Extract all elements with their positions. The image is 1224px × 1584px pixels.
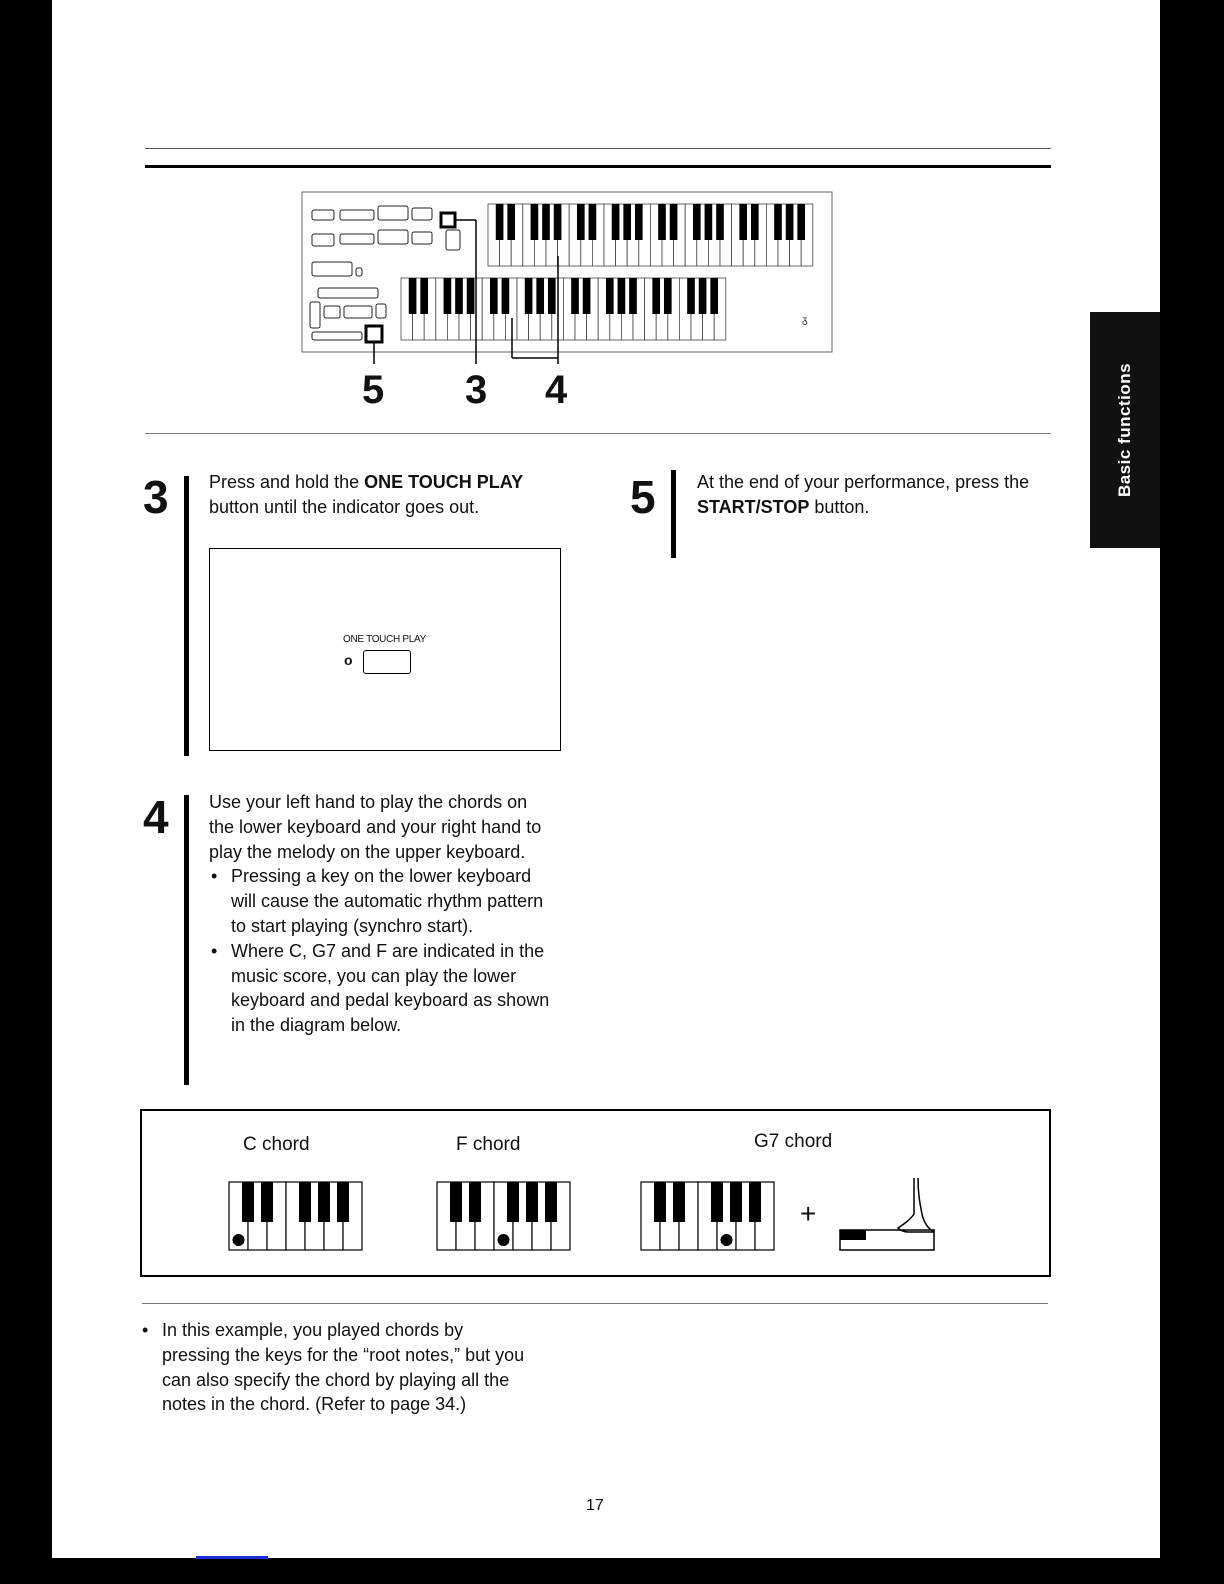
one-touch-play-panel	[209, 548, 561, 751]
organ-black-key	[699, 278, 707, 314]
callout-label-3: 3	[465, 368, 488, 412]
organ-black-key	[664, 278, 672, 314]
black-key	[730, 1182, 742, 1222]
panel-control	[378, 230, 408, 244]
c-chord-keys	[228, 1180, 368, 1252]
black-key	[261, 1182, 273, 1222]
step-number-4: 4	[143, 791, 169, 843]
panel-control	[340, 234, 374, 244]
organ-black-key	[409, 278, 417, 314]
callout-label-5: 5	[362, 368, 385, 412]
top-rule-thin	[145, 148, 1051, 149]
organ-black-key	[583, 278, 591, 314]
organ-black-key	[774, 204, 782, 240]
top-rule-thick	[145, 165, 1051, 168]
one-touch-play-button[interactable]	[363, 650, 411, 674]
organ-black-key	[716, 204, 724, 240]
organ-black-key	[623, 204, 631, 240]
panel-control	[312, 210, 334, 220]
step-3-text-part: Press and hold the	[209, 472, 365, 492]
organ-black-key	[531, 204, 539, 240]
organ-black-key	[507, 204, 515, 240]
svg-text:ᵹ: ᵹ	[802, 315, 808, 326]
root-note-dot	[721, 1234, 733, 1246]
footer-bullet: •	[142, 1320, 149, 1340]
section-rule-1	[145, 433, 1051, 434]
organ-black-key	[548, 278, 556, 314]
organ-black-key	[536, 278, 544, 314]
panel-control	[340, 210, 374, 220]
callout-label-4: 4	[545, 368, 568, 412]
organ-black-key	[710, 278, 718, 314]
step-4-intro: Use your left hand to play the chords on the lower keyboard and your right hand to play the melody on the upper keyboard.	[209, 792, 542, 862]
step-number-5: 5	[630, 471, 656, 523]
black-key	[545, 1182, 557, 1222]
black-key	[450, 1182, 462, 1222]
organ-black-key	[490, 278, 498, 314]
black-key	[299, 1182, 311, 1222]
section-tab-label: Basic functions	[1115, 362, 1134, 498]
plus-sign: +	[800, 1198, 817, 1229]
organ-black-key	[444, 278, 452, 314]
step-5-text-part: At the end of your performance, press the	[697, 472, 1030, 492]
chord-label-g7: G7 chord	[754, 1131, 833, 1152]
organ-black-key	[618, 278, 626, 314]
organ-black-key	[751, 204, 759, 240]
organ-black-key	[658, 204, 666, 240]
panel-control	[312, 262, 352, 276]
organ-black-key	[786, 204, 794, 240]
step-4-text	[209, 790, 554, 1038]
panel-control	[412, 208, 432, 220]
panel-control	[378, 206, 408, 220]
organ-black-key	[525, 278, 533, 314]
panel-control	[312, 332, 362, 340]
step-5-text-part: button.	[809, 496, 870, 517]
section-tab	[1090, 312, 1160, 548]
organ-black-key	[612, 204, 620, 240]
section-rule-2	[142, 1303, 1048, 1304]
root-note-dot	[233, 1234, 245, 1246]
panel-control	[412, 232, 432, 244]
black-key	[337, 1182, 349, 1222]
black-key	[507, 1182, 519, 1222]
organ-black-key	[554, 204, 562, 240]
organ-black-key	[739, 204, 747, 240]
organ-black-key	[652, 278, 660, 314]
organ-black-key	[502, 278, 510, 314]
black-key	[654, 1182, 666, 1222]
black-key	[242, 1182, 254, 1222]
scan-blue-mark	[196, 1556, 268, 1559]
black-key	[749, 1182, 761, 1222]
pedal-foot-icon	[838, 1174, 940, 1254]
panel-control	[310, 302, 320, 328]
organ-black-key	[589, 204, 597, 240]
organ-black-key	[687, 278, 695, 314]
black-key	[711, 1182, 723, 1222]
page-border-right	[1160, 0, 1224, 1584]
panel-control	[446, 230, 460, 250]
g7-chord-keys	[640, 1180, 780, 1252]
panel-control	[312, 234, 334, 246]
root-note-dot	[498, 1234, 510, 1246]
organ-black-key	[705, 204, 713, 240]
page-border-bottom	[0, 1558, 1224, 1584]
black-key	[526, 1182, 538, 1222]
panel-control	[356, 268, 362, 276]
indicator-lamp-icon: o	[344, 652, 353, 668]
step-4-bullets	[209, 864, 554, 1038]
one-touch-play-bold: ONE TOUCH PLAY	[364, 472, 524, 492]
one-touch-play-panel-label: ONE TOUCH PLAY	[343, 634, 427, 645]
panel-control	[324, 306, 340, 318]
step-bar-5	[671, 470, 676, 558]
organ-black-key	[606, 278, 614, 314]
step-5-text	[697, 470, 1047, 520]
organ-black-key	[496, 204, 504, 240]
chord-label-f: F chord	[456, 1134, 521, 1155]
organ-black-key	[542, 204, 550, 240]
page-number: 17	[586, 1497, 604, 1514]
f-chord-keys	[436, 1180, 576, 1252]
organ-black-key	[670, 204, 678, 240]
organ-black-key	[467, 278, 475, 314]
panel-control	[318, 288, 378, 298]
footer-note-text: In this example, you played chords by pressing the keys for the “root notes,” but you can also specify the chord by playing all the notes in the chord. (Refer to page 34.)	[162, 1320, 525, 1415]
organ-black-key	[577, 204, 585, 240]
organ-black-key	[635, 204, 643, 240]
organ-black-key	[693, 204, 701, 240]
chord-label-c: C chord	[243, 1134, 310, 1155]
start-stop-bold: START/STOP	[697, 496, 810, 517]
panel-control	[376, 304, 386, 318]
list-item: • Pressing a key on the lower keyboard will cause the automatic rhythm pattern to start playing (synchro start).	[209, 864, 554, 938]
step-3-text	[209, 470, 554, 520]
black-key	[318, 1182, 330, 1222]
organ-black-key	[455, 278, 463, 314]
organ-black-key	[420, 278, 428, 314]
black-key	[469, 1182, 481, 1222]
list-item: • Where C, G7 and F are indicated in the music score, you can play the lower keyboard and pedal keyboard as shown in the diagram below.	[209, 939, 554, 1038]
organ-black-key	[797, 204, 805, 240]
step-bar-3	[184, 476, 189, 756]
organ-black-key	[571, 278, 579, 314]
page-border-left	[0, 0, 52, 1584]
organ-black-key	[629, 278, 637, 314]
step-bar-4	[184, 795, 189, 1085]
panel-control	[344, 306, 372, 318]
step-3-text-part: button until the indicator goes out.	[209, 496, 480, 517]
black-key	[673, 1182, 685, 1222]
step-number-3: 3	[143, 471, 169, 523]
